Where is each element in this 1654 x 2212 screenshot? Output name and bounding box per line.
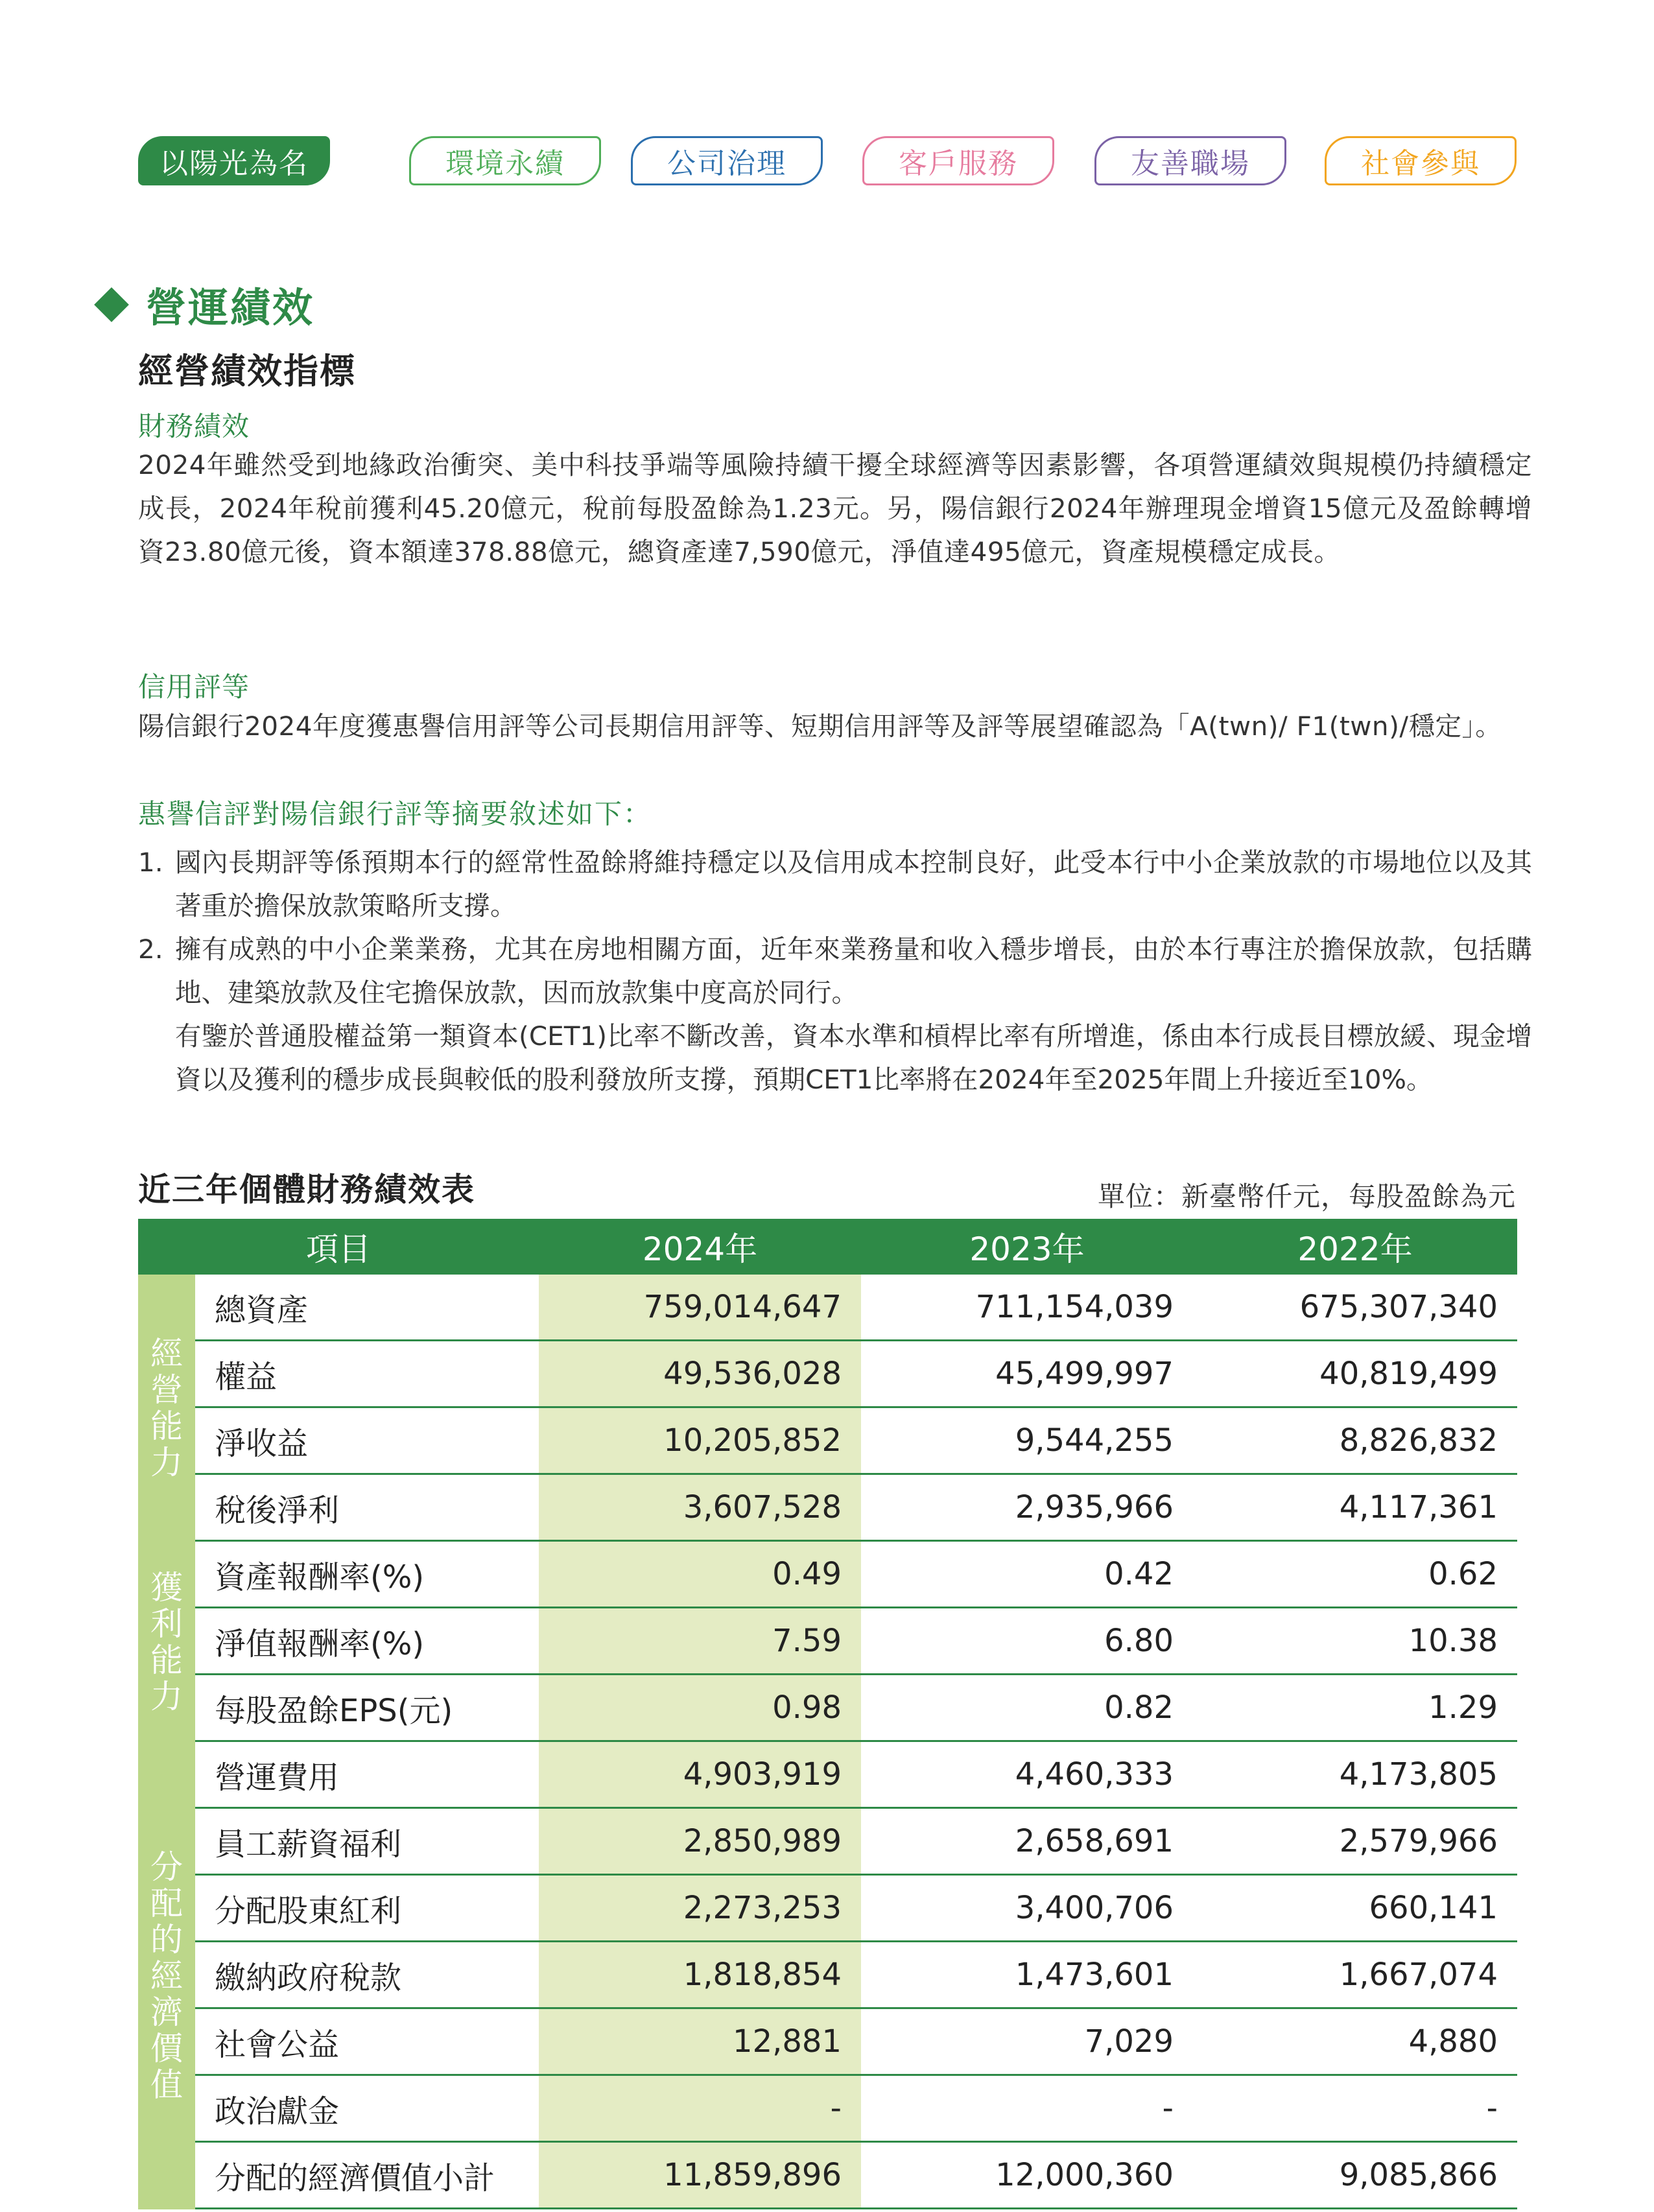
group-label-profitability: 獲利能力 — [138, 1542, 195, 1742]
list-text: 國內長期評等係預期本行的經常性盈餘將維持穩定以及信用成本控制良好，此受本行中小企業放款的市場地位以及其著重於擔保放款策略所支撐。 — [175, 847, 1532, 921]
value-2022: 9,085,866 — [1339, 2157, 1498, 2193]
tab-environment[interactable]: 環境永續 — [409, 136, 601, 185]
financial-table — [138, 1219, 1517, 2209]
row-item: 權益 — [215, 1358, 278, 1395]
value-2022: 660,141 — [1369, 1890, 1498, 1926]
table-row-subtotal — [195, 2143, 1517, 2209]
list-text: 擁有成熟的中小企業業務，尤其在房地相關方面，近年來業務量和收入穩步增長，由於本行專注於擔保放款，包括購 地、建築放款及住宅擔保放款，因而放款集中度高於同行。 — [175, 934, 1559, 1008]
value-2024: 0.98 — [539, 1675, 861, 1740]
value-2023: 0.82 — [1104, 1689, 1174, 1726]
value-2023: 7,029 — [1084, 2023, 1174, 2060]
value-2023: 4,460,333 — [1015, 1756, 1174, 1793]
value-2024: 0.49 — [539, 1542, 861, 1606]
table-row — [195, 2076, 1517, 2143]
table-row — [195, 1475, 1517, 1542]
value-2023: 0.42 — [1104, 1556, 1174, 1592]
header-2023: 2023年 — [969, 1230, 1085, 1268]
financial-label: 財務績效 — [138, 410, 250, 442]
value-2022: - — [1486, 2090, 1498, 2126]
table-row — [195, 2009, 1517, 2076]
value-2024: 1,818,854 — [539, 1942, 861, 2007]
value-2023: 9,544,255 — [1015, 1422, 1174, 1459]
value-2023: 1,473,601 — [1015, 1957, 1174, 1993]
value-2024: 759,014,647 — [539, 1275, 861, 1339]
subsection-title: 經營績效指標 — [138, 351, 356, 392]
header-item: 項目 — [306, 1230, 371, 1268]
table-row — [195, 1809, 1517, 1876]
value-2024: 4,903,919 — [539, 1742, 861, 1807]
row-item: 政治獻金 — [215, 2093, 340, 2130]
diamond-icon — [94, 287, 129, 322]
value-2024: 3,607,528 — [539, 1475, 861, 1540]
table-group-profitability — [138, 1542, 1517, 1742]
table-row — [195, 1408, 1517, 1475]
credit-summary-label: 惠譽信評對陽信銀行評等摘要敘述如下： — [138, 798, 652, 830]
value-2024: 2,273,253 — [539, 1876, 861, 1940]
table-row — [195, 1608, 1517, 1675]
list-item — [138, 928, 1559, 1015]
value-2023: 45,499,997 — [995, 1356, 1174, 1392]
header-2024: 2024年 — [642, 1230, 758, 1268]
value-2022: 4,173,805 — [1339, 1756, 1498, 1793]
row-item: 每股盈餘EPS(元) — [215, 1692, 453, 1729]
row-item: 分配的經濟價值小計 — [215, 2159, 495, 2196]
row-item: 分配股東紅利 — [215, 1892, 402, 1929]
value-2022: 675,307,340 — [1299, 1289, 1498, 1325]
header-2022: 2022年 — [1297, 1230, 1413, 1268]
list-item — [138, 841, 1532, 928]
table-row — [195, 1542, 1517, 1608]
row-item: 營運費用 — [215, 1759, 340, 1796]
value-2024: 2,850,989 — [539, 1809, 861, 1874]
list-continuation: 有鑒於普通股權益第一類資本(CET1)比率不斷改善，資本水準和槓桿比率有所增進，係由本行成長目標放緩、現金增資以及獲利的穩步成長與較低的股利發放所支撐，預期CET1比率將在2024年至2025年間上升接近至10%。 — [175, 1020, 1532, 1095]
value-2024: 11,859,896 — [539, 2143, 861, 2207]
table-row — [195, 1675, 1517, 1742]
table-title: 近三年個體財務績效表 — [138, 1171, 475, 1208]
table-row — [195, 1942, 1517, 2009]
tab-governance[interactable]: 公司治理 — [631, 136, 823, 185]
group-label-economic-value: 分配的經濟價值 — [138, 1742, 195, 2209]
table-unit: 單位：新臺幣仟元，每股盈餘為元 — [1097, 1181, 1516, 1212]
value-2022: 10.38 — [1408, 1623, 1498, 1659]
value-2022: 1,667,074 — [1339, 1957, 1498, 1993]
row-item: 總資產 — [215, 1291, 309, 1328]
value-2022: 40,819,499 — [1319, 1356, 1498, 1392]
value-2022: 4,880 — [1408, 2023, 1498, 2060]
row-item: 資產報酬率(%) — [215, 1559, 425, 1595]
table-row — [195, 1742, 1517, 1809]
tab-customer-service[interactable]: 客戶服務 — [862, 136, 1054, 185]
list-number: 2. — [138, 934, 163, 965]
value-2024: 49,536,028 — [539, 1341, 861, 1406]
value-2023: 711,154,039 — [975, 1289, 1174, 1325]
table-row — [195, 1275, 1517, 1341]
value-2022: 1.29 — [1428, 1689, 1498, 1726]
value-2023: 2,658,691 — [1015, 1823, 1174, 1859]
value-2024: 7.59 — [539, 1608, 861, 1673]
top-nav — [138, 136, 1539, 188]
value-2022: 0.62 — [1428, 1556, 1498, 1592]
value-2022: 8,826,832 — [1339, 1422, 1498, 1459]
value-2024: 10,205,852 — [539, 1408, 861, 1473]
tab-sunshine[interactable]: 以陽光為名 — [138, 136, 330, 185]
list-number: 1. — [138, 847, 163, 878]
credit-paragraph: 陽信銀行2024年度獲惠譽信用評等公司長期信用評等、短期信用評等及評等展望確認為「A(twn)/ F1(twn)/穩定」。 — [138, 711, 1502, 742]
table-header — [138, 1219, 1517, 1275]
value-2023: - — [1162, 2090, 1174, 2126]
value-2023: 12,000,360 — [995, 2157, 1174, 2193]
table-group-economic-value — [138, 1742, 1517, 2209]
credit-label: 信用評等 — [138, 671, 250, 703]
value-2023: 3,400,706 — [1015, 1890, 1174, 1926]
row-item: 淨收益 — [215, 1425, 309, 1462]
value-2024: 12,881 — [539, 2009, 861, 2074]
tab-friendly-workplace[interactable]: 友善職場 — [1094, 136, 1286, 185]
row-item: 員工薪資福利 — [215, 1826, 402, 1863]
table-row — [195, 1341, 1517, 1408]
table-group-operating — [138, 1275, 1517, 1542]
row-item: 稅後淨利 — [215, 1492, 340, 1529]
section-title: 營運績效 — [146, 284, 315, 331]
value-2022: 4,117,361 — [1339, 1489, 1498, 1525]
tab-social-participation[interactable]: 社會參與 — [1325, 136, 1517, 185]
row-item: 社會公益 — [215, 2026, 340, 2063]
group-label-operating: 經營能力 — [138, 1275, 195, 1542]
row-item: 繳納政府稅款 — [215, 1959, 402, 1996]
section-heading — [94, 276, 314, 333]
value-2023: 2,935,966 — [1015, 1489, 1174, 1525]
value-2023: 6.80 — [1104, 1623, 1174, 1659]
credit-summary-list — [138, 841, 1559, 1101]
value-2022: 2,579,966 — [1339, 1823, 1498, 1859]
table-row — [195, 1876, 1517, 1942]
financial-paragraph: 2024年雖然受到地緣政治衝突、美中科技爭端等風險持續干擾全球經濟等因素影響，各項營運績效與規模仍持續穩定成長，2024年稅前獲利45.20億元，稅前每股盈餘為1.23元。另，陽信銀行2024年辦理現金增資15億元及盈餘轉增資23.80億元後，資本額達378.88億元，總資產達7,590億元，淨值達495億元，資產規模穩定成長。 — [138, 449, 1532, 567]
row-item: 淨值報酬率(%) — [215, 1625, 425, 1662]
value-2024: - — [539, 2076, 861, 2141]
